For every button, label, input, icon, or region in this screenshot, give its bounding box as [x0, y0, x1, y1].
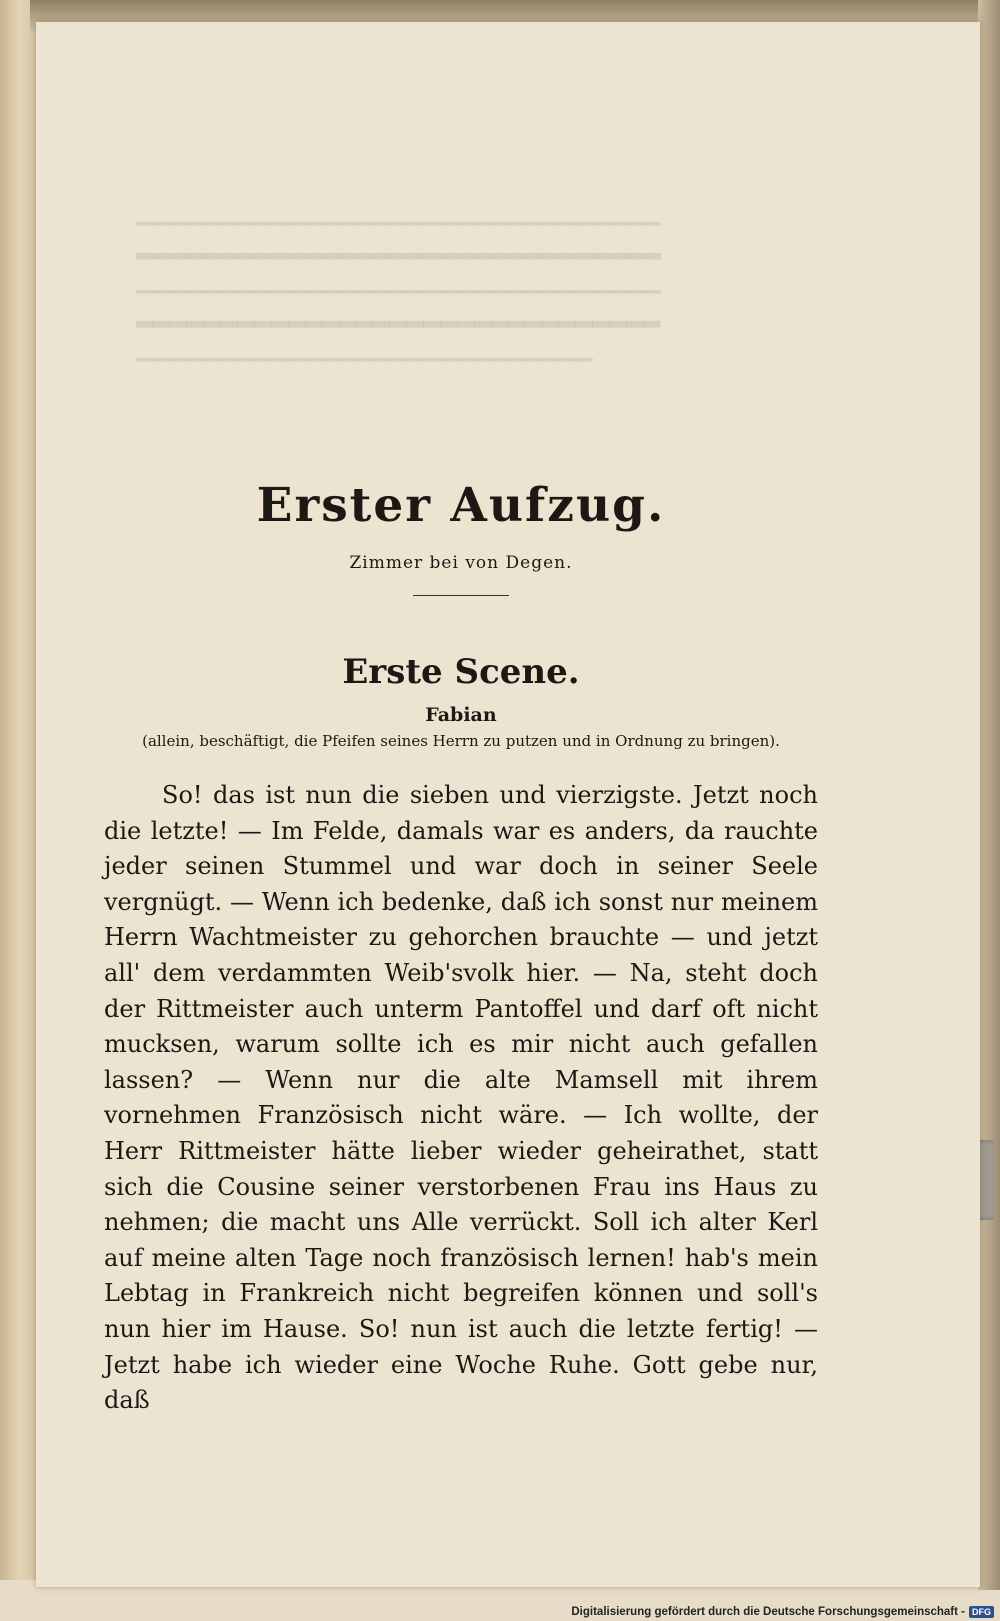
speaker-name: Fabian	[425, 704, 497, 726]
act-heading: Erster Aufzug.	[256, 478, 666, 533]
show-through-text: ▁▁▁▁▁▁▁▁▁▁▁▁▁▁▁▁▁▁▁▁▁▁▁▁▁▁▁▁▁▁▁ ▂▂▂▂▂▂▂▂▂▂▂▂▂▂▂▂▂▂▂▂▂▂▂▂▂▂▂▂▂▂▂ ▁▁▁▁▁▁▁▁▁▁▁▁▁▁▁▁▁▁▁▁▁▁▁▁▁▁▁▁▁▁▁ ▂▂▂▂▂▂▂▂▂▂▂▂▂▂▂▂▂▂▂▂▂▂▂▂▂▂▂▂▂▂▂ ▁▁▁▁▁▁▁▁▁▁▁▁▁▁▁▁▁▁▁▁▁▁▁▁▁▁▁	[136, 201, 661, 362]
stage-direction: (allein, beschäftigt, die Pfeifen seines Herrn zu putzen und in Ordnung zu bringen).	[142, 732, 780, 750]
digitization-credit	[571, 1606, 994, 1618]
section-divider	[413, 595, 509, 596]
page-stack-edge	[978, 0, 1000, 1590]
speech-paragraph: So! das ist nun die sieben und vierzigste. Jetzt noch die letzte! — Im Felde, damals war es anders, da rauchte jeder seinen Stummel und war doch in seiner Seele vergnügt. — Wenn ich bedenke, daß ich sonst nur meinem Herrn Wachtmeister zu gehorchen brauchte — und jetzt all' dem verdammten Weib'svolk hier. — Na, steht doch der Rittmeister auch unterm Pantoffel und darf oft nicht mucksen, warum sollte ich es mir nicht auch gefallen lassen? — Wenn nur die alte Mamsell mit ihrem vornehmen Französisch nicht wäre. — Ich wollte, der Herr Rittmeister hätte lieber wieder geheirathet, statt sich die Cousine seiner verstorbenen Frau ins Haus zu nehmen; die macht uns Alle verrückt. Soll ich alter Kerl auf meine alten Tage noch französisch lernen! hab's mein Lebtag in Frankreich nicht begreifen können und soll's nun hier im Hause. So! nun ist auch die letzte fertig! — Jetzt habe ich wieder eine Woche Ruhe. Gott gebe nur, daß	[104, 781, 818, 1415]
setting-line: Zimmer bei von Degen.	[349, 553, 573, 573]
page-text-block	[104, 440, 818, 1443]
credit-text: Digitalisierung gefördert durch die Deutsche Forschungsgemeinschaft -	[571, 1606, 965, 1618]
dfg-logo: DFG	[969, 1606, 994, 1618]
book-spine-edge	[0, 0, 36, 1580]
scene-heading: Erste Scene.	[342, 652, 580, 692]
